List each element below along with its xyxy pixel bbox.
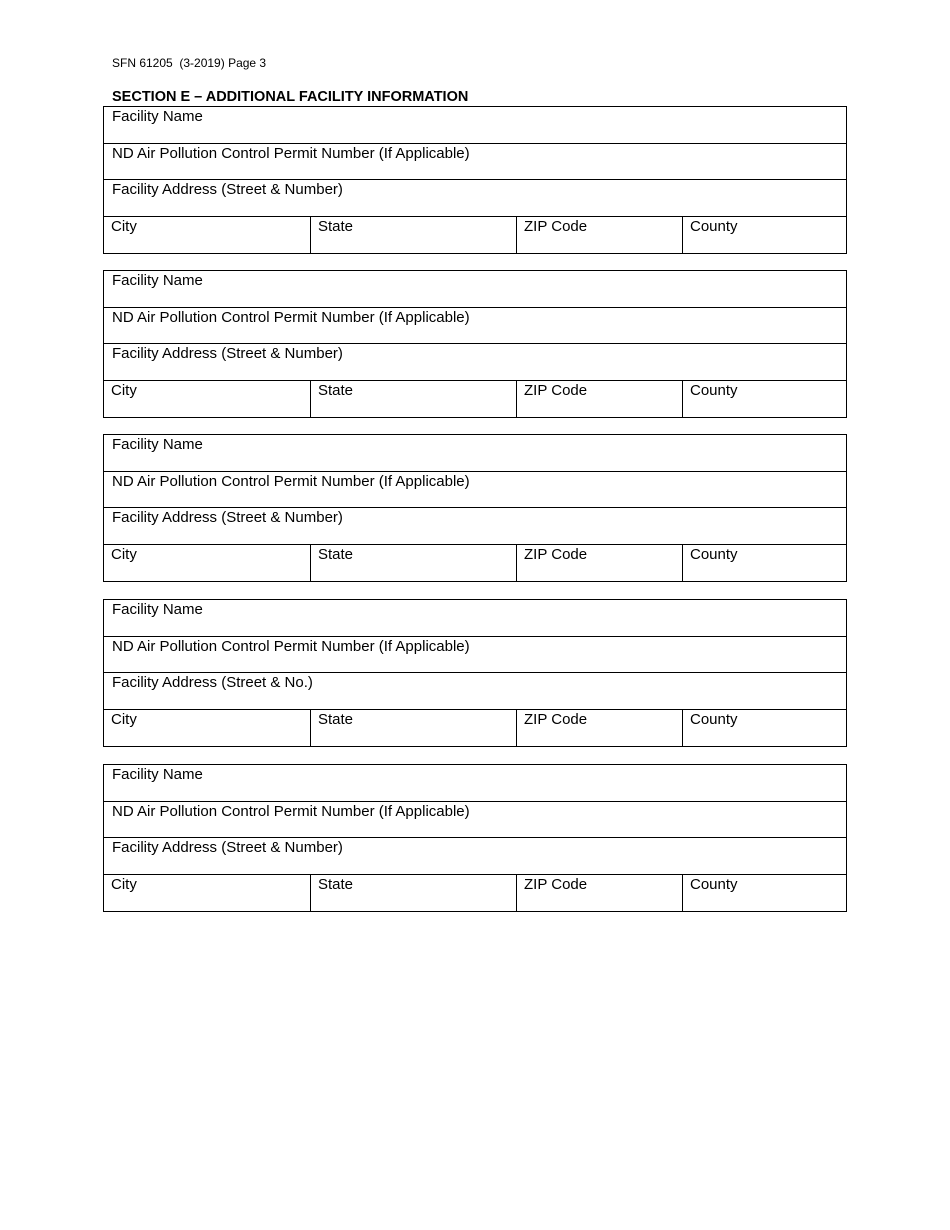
zip-code-field[interactable] <box>517 217 683 254</box>
permit-number-field[interactable] <box>104 308 846 345</box>
facility-name-field[interactable] <box>104 765 846 802</box>
county-field[interactable] <box>683 545 846 582</box>
county-label: County <box>690 875 738 893</box>
county-field[interactable] <box>683 381 846 418</box>
facility-name-field[interactable] <box>104 600 846 637</box>
county-field[interactable] <box>683 710 846 747</box>
zip-code-field[interactable] <box>517 545 683 582</box>
city-label: City <box>111 217 137 235</box>
county-label: County <box>690 545 738 563</box>
state-label: State <box>318 875 354 893</box>
city-field[interactable] <box>104 381 311 418</box>
facility-address-label: Facility Address (Street & Number) <box>112 839 343 856</box>
facility-name-field[interactable] <box>104 107 846 144</box>
facility-name-field[interactable] <box>104 435 846 472</box>
city-field[interactable] <box>104 710 311 747</box>
facility-block-1 <box>103 106 847 254</box>
facility-name-field[interactable] <box>104 271 846 308</box>
city-field[interactable] <box>104 875 311 912</box>
permit-number-label: ND Air Pollution Control Permit Number (If Applicable) <box>112 144 470 162</box>
facility-name-label: Facility Name <box>112 436 203 453</box>
state-field[interactable] <box>311 710 517 747</box>
zip-code-label: ZIP Code <box>524 710 588 728</box>
city-label: City <box>111 545 137 563</box>
state-field[interactable] <box>311 217 517 254</box>
facility-name-label: Facility Name <box>112 601 203 618</box>
zip-code-label: ZIP Code <box>524 875 588 893</box>
facility-address-field[interactable] <box>104 838 846 875</box>
location-row <box>104 875 846 912</box>
facility-name-label: Facility Name <box>112 108 203 125</box>
facility-address-field[interactable] <box>104 673 846 710</box>
facility-address-field[interactable] <box>104 344 846 381</box>
location-row <box>104 710 846 747</box>
county-field[interactable] <box>683 875 846 912</box>
zip-code-field[interactable] <box>517 381 683 418</box>
zip-code-field[interactable] <box>517 710 683 747</box>
state-label: State <box>318 710 354 728</box>
permit-number-field[interactable] <box>104 802 846 839</box>
location-row <box>104 217 846 254</box>
state-field[interactable] <box>311 545 517 582</box>
city-field[interactable] <box>104 217 311 254</box>
county-field[interactable] <box>683 217 846 254</box>
zip-code-label: ZIP Code <box>524 545 588 563</box>
zip-code-label: ZIP Code <box>524 381 588 399</box>
zip-code-field[interactable] <box>517 875 683 912</box>
state-field[interactable] <box>311 875 517 912</box>
facility-name-label: Facility Name <box>112 272 203 289</box>
facility-address-label: Facility Address (Street & Number) <box>112 509 343 526</box>
permit-number-field[interactable] <box>104 472 846 509</box>
state-label: State <box>318 217 354 235</box>
city-label: City <box>111 381 137 399</box>
zip-code-label: ZIP Code <box>524 217 588 235</box>
section-title: SECTION E – ADDITIONAL FACILITY INFORMATION <box>112 89 469 105</box>
facility-address-label: Facility Address (Street & No.) <box>112 674 313 691</box>
facility-name-label: Facility Name <box>112 766 203 783</box>
county-label: County <box>690 710 738 728</box>
city-label: City <box>111 710 137 728</box>
facility-address-label: Facility Address (Street & Number) <box>112 181 343 198</box>
county-label: County <box>690 217 738 235</box>
city-field[interactable] <box>104 545 311 582</box>
permit-number-field[interactable] <box>104 144 846 181</box>
permit-number-field[interactable] <box>104 637 846 674</box>
facility-block-3 <box>103 434 847 582</box>
city-label: City <box>111 875 137 893</box>
location-row <box>104 545 846 582</box>
facility-block-5 <box>103 764 847 912</box>
state-label: State <box>318 381 354 399</box>
permit-number-label: ND Air Pollution Control Permit Number (If Applicable) <box>112 637 470 655</box>
permit-number-label: ND Air Pollution Control Permit Number (If Applicable) <box>112 802 470 820</box>
facility-block-4 <box>103 599 847 747</box>
facility-address-field[interactable] <box>104 180 846 217</box>
form-id-header: SFN 61205 (3-2019) Page 3 <box>112 56 267 70</box>
facility-block-2 <box>103 270 847 418</box>
facility-address-field[interactable] <box>104 508 846 545</box>
location-row <box>104 381 846 418</box>
permit-number-label: ND Air Pollution Control Permit Number (If Applicable) <box>112 308 470 326</box>
facility-address-label: Facility Address (Street & Number) <box>112 345 343 362</box>
state-field[interactable] <box>311 381 517 418</box>
permit-number-label: ND Air Pollution Control Permit Number (If Applicable) <box>112 472 470 490</box>
county-label: County <box>690 381 738 399</box>
state-label: State <box>318 545 354 563</box>
